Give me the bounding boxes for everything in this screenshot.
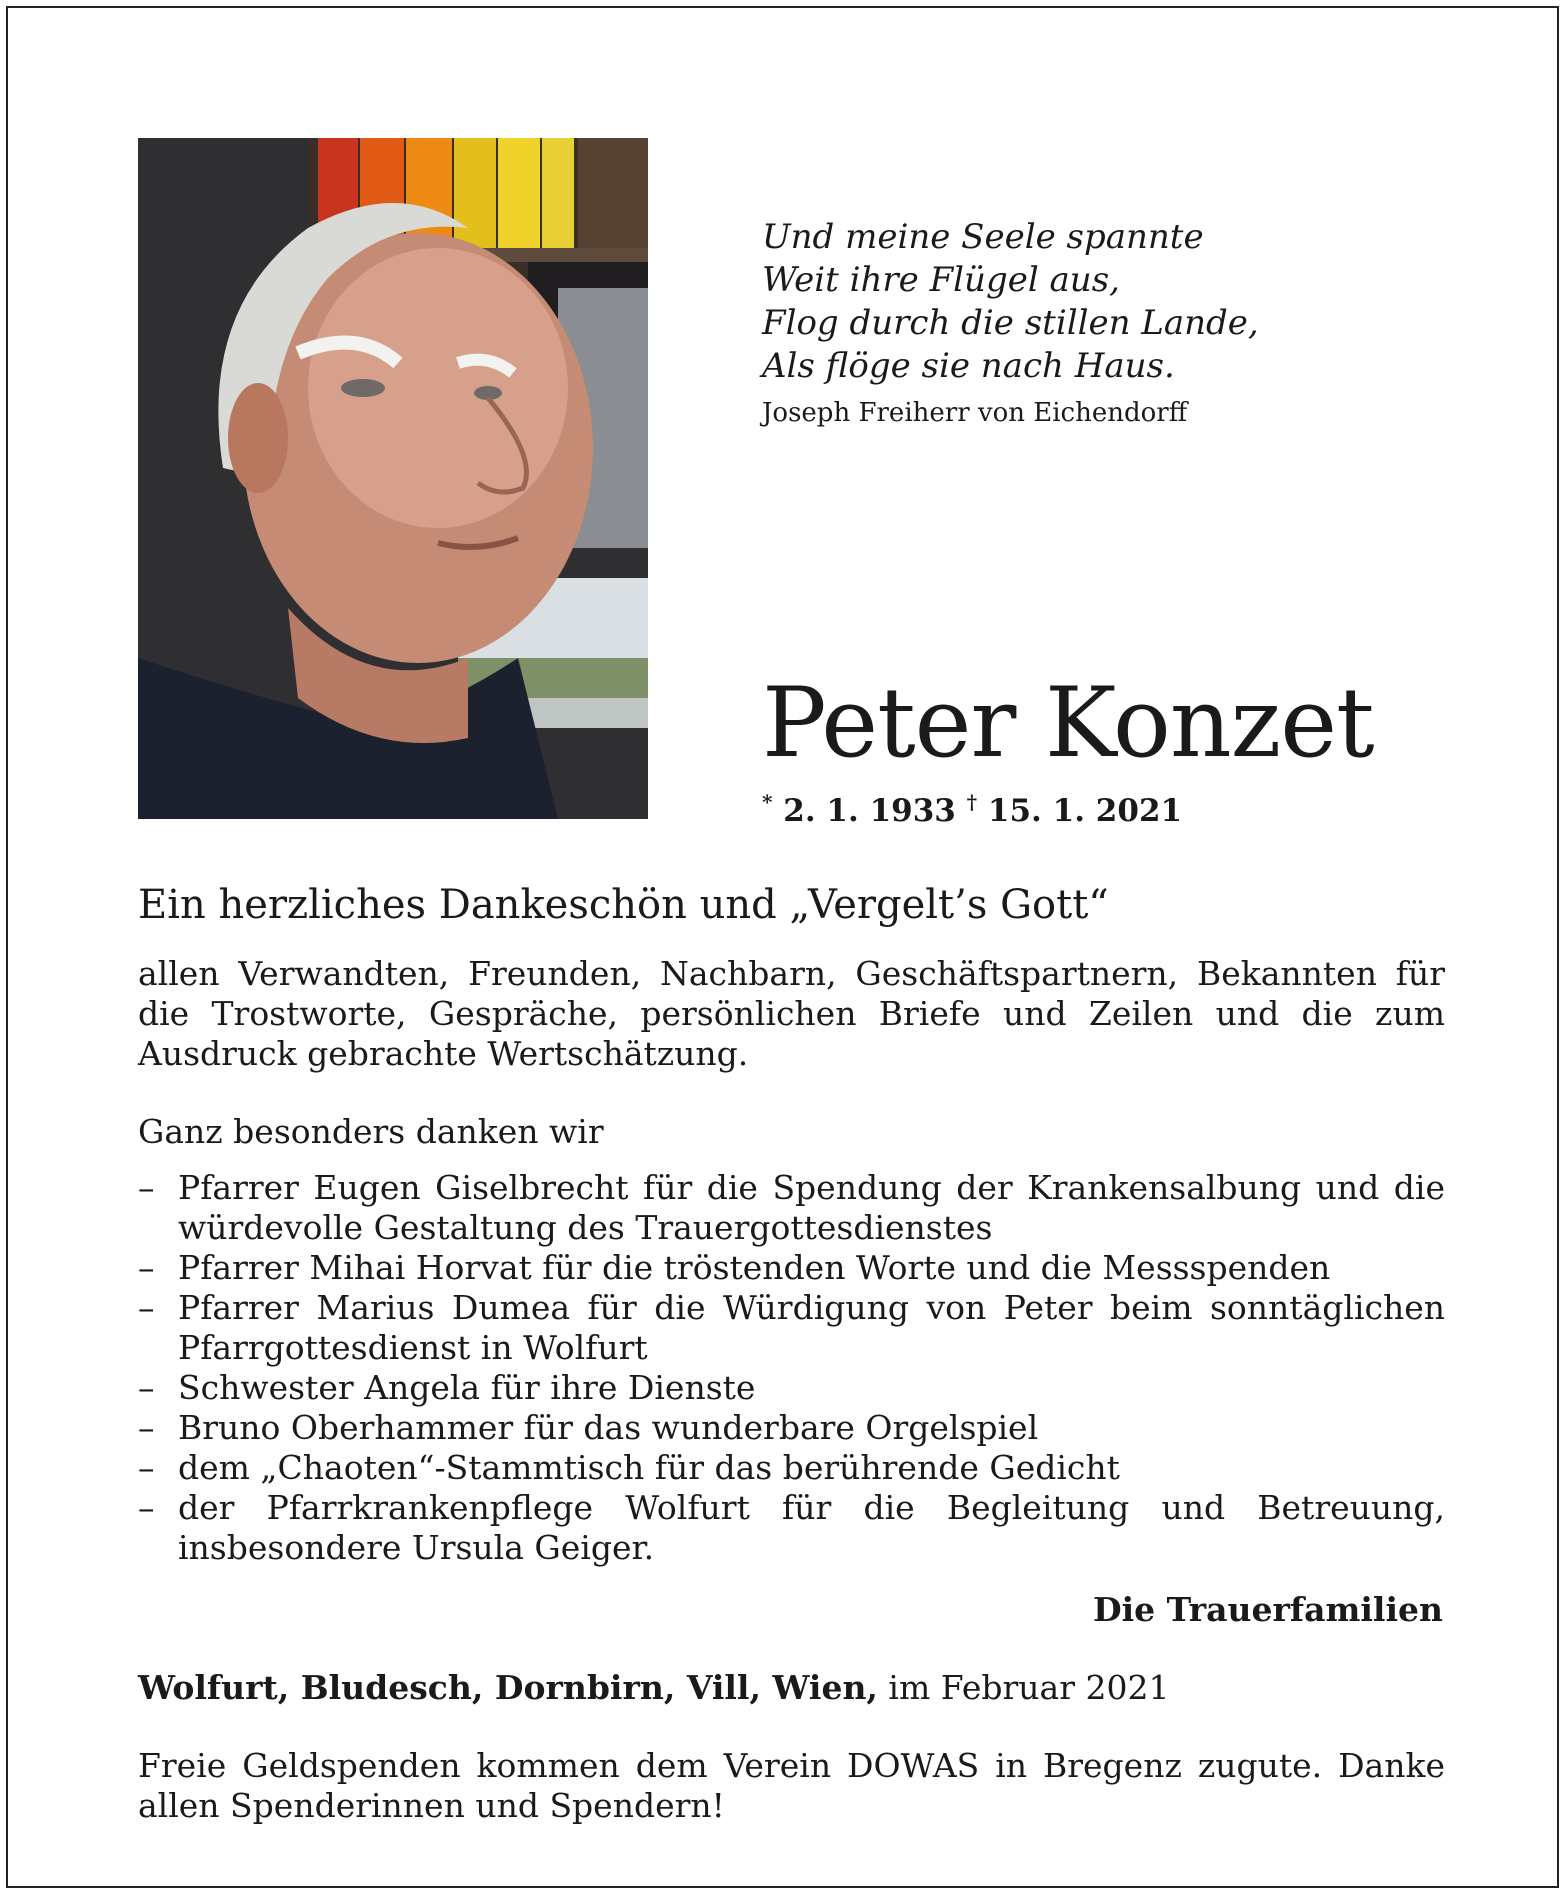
list-item: – der Pfarrkrankenpflege Wolfurt für die Begleitung und Betreuung, insbesondere Ursula Geiger. xyxy=(138,1488,1445,1568)
thanks-paragraph: allen Verwandten, Freunden, Nachbarn, Geschäftspartnern, Bekannten für die Trostworte, Gespräche, persönlichen Briefe und Zeilen und die zum Ausdruck gebrachte Wertschätzung. xyxy=(138,954,1445,1073)
poem-line: Flog durch die stillen Lande, xyxy=(762,303,1259,343)
list-item: – Pfarrer Marius Dumea für die Würdigung von Peter beim sonntäglichen Pfarrgottesdienst in Wolfurt xyxy=(138,1288,1445,1368)
list-item: – Schwester Angela für ihre Dienste xyxy=(138,1368,1445,1408)
donation-note: Freie Geldspenden kommen dem Verein DOWAS in Bregenz zugute. Danke allen Spenderinnen und Spendern! xyxy=(138,1746,1445,1825)
birth-date: 2. 1. 1933 xyxy=(783,793,956,829)
thanks-intro: Ganz besonders danken wir xyxy=(138,1112,604,1151)
list-item: – dem „Chaoten“-Stammtisch für das berührende Gedicht xyxy=(138,1448,1445,1488)
signature: Die Trauerfamilien xyxy=(1092,1590,1443,1629)
list-item: – Pfarrer Mihai Horvat für die tröstenden Worte und die Messspenden xyxy=(138,1248,1445,1288)
death-date: 15. 1. 2021 xyxy=(987,793,1183,829)
thanks-list xyxy=(138,1168,1445,1568)
poem-line: Und meine Seele spannte xyxy=(762,217,1204,257)
obituary-notice xyxy=(6,6,1559,1888)
deceased-name: Peter Konzet xyxy=(762,667,1374,779)
places-line xyxy=(138,1668,1169,1707)
poem-author: Joseph Freiherr von Eichendorff xyxy=(762,398,1188,428)
poem-line: Weit ihre Flügel aus, xyxy=(762,260,1120,300)
portrait-photo xyxy=(138,138,648,819)
list-item: – Bruno Oberhammer für das wunderbare Orgelspiel xyxy=(138,1408,1445,1448)
death-symbol: † xyxy=(966,790,978,814)
poem-line: Als flöge sie nach Haus. xyxy=(762,346,1175,386)
portrait-illustration xyxy=(138,138,648,819)
list-item: – Pfarrer Eugen Giselbrecht für die Spendung der Krankensalbung und die würdevolle Gestaltung des Trauergottesdienstes xyxy=(138,1168,1445,1248)
thanks-heading: Ein herzliches Dankeschön und „Vergelt’s Gott“ xyxy=(138,882,1109,928)
places-towns: Wolfurt, Bludesch, Dornbirn, Vill, Wien, xyxy=(138,1668,878,1707)
birth-symbol: * xyxy=(762,790,773,814)
life-dates xyxy=(762,790,1182,829)
places-date: im Februar 2021 xyxy=(888,1668,1170,1707)
poem xyxy=(762,216,1462,388)
